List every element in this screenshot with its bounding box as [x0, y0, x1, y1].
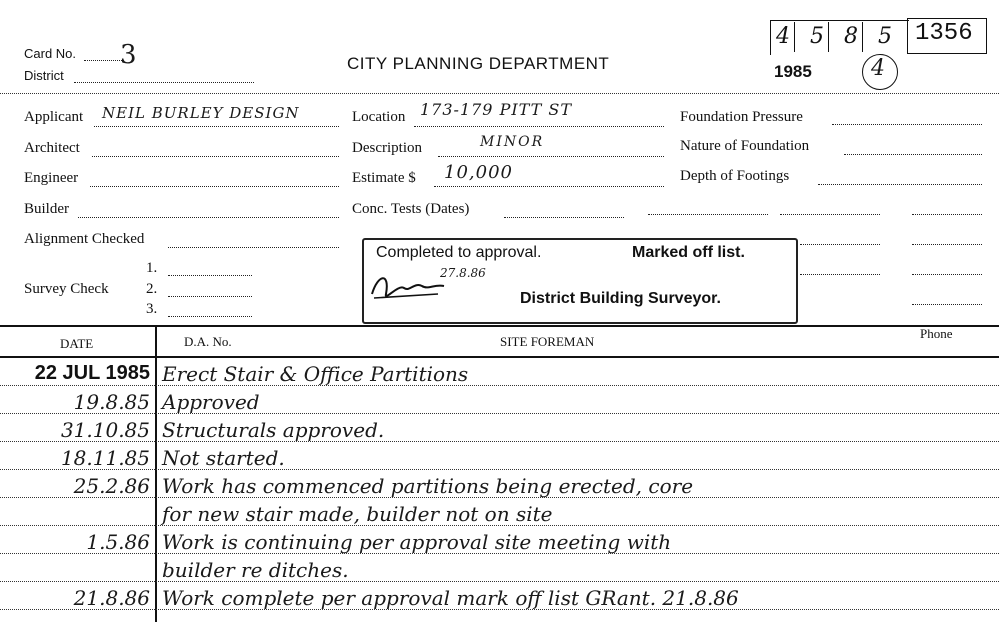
entry-date: 22 JUL 1985 — [34, 362, 150, 384]
stamp-line2: District Building Surveyor. — [520, 290, 721, 307]
entry-text: Structurals approved. — [162, 418, 385, 442]
survey-item: 1. — [146, 260, 158, 276]
surveyor-signature-icon — [368, 264, 448, 306]
estimate-value: 10,000 — [444, 162, 513, 183]
col-site-foreman: SITE FOREMAN — [500, 334, 595, 349]
entry-text: builder re ditches. — [162, 558, 349, 582]
entry-text: Not started. — [162, 446, 285, 470]
entry-text: Work is continuing per approval site meeting with — [162, 530, 672, 554]
entry-text: Work complete per approval mark off list GRant. 21.8.86 — [162, 586, 739, 610]
entry-date: 19.8.85 — [73, 390, 150, 414]
table-header-border — [0, 356, 999, 358]
depth-footings-label: Depth of Footings — [680, 168, 790, 184]
department-title: CITY PLANNING DEPARTMENT — [347, 54, 610, 73]
estimate-label: Estimate $ — [352, 170, 416, 186]
ref-number: 1356 — [915, 20, 973, 47]
ref-digit: 5 — [806, 22, 829, 52]
applicant-value: NEIL BURLEY DESIGN — [102, 104, 300, 122]
stamp-line1b: Marked off list. — [632, 244, 745, 261]
col-date: DATE — [60, 336, 94, 351]
ref-digit: 4 — [772, 22, 795, 52]
ref-digit: 8 — [840, 22, 863, 52]
description-value: MINOR — [480, 134, 545, 150]
applicant-label: Applicant — [24, 109, 84, 125]
builder-label: Builder — [24, 201, 69, 217]
card-no-value: 3 — [120, 40, 137, 70]
entry-date: 25.2.86 — [73, 474, 150, 498]
survey-item: 2. — [146, 281, 158, 297]
entry-text: Approved — [162, 390, 260, 414]
nature-foundation-label: Nature of Foundation — [680, 138, 810, 154]
survey-item: 3. — [146, 301, 158, 317]
col-da-no: D.A. No. — [184, 334, 232, 349]
foundation-pressure-label: Foundation Pressure — [680, 109, 803, 125]
engineer-label: Engineer — [24, 170, 79, 186]
district-label: District — [24, 68, 64, 83]
stamp-date: 27.8.86 — [440, 266, 486, 280]
entry-date: 31.10.85 — [60, 418, 150, 442]
entry-date: 1.5.86 — [86, 530, 150, 554]
conc-tests-label: Conc. Tests (Dates) — [352, 201, 470, 217]
entry-text: for new stair made, builder not on site — [162, 502, 553, 526]
year: 1985 — [774, 62, 812, 81]
table-column-divider — [155, 325, 157, 622]
description-label: Description — [352, 140, 422, 156]
col-phone: Phone — [920, 326, 953, 341]
card-no-label: Card No. — [24, 46, 77, 61]
circled-number: 4 — [871, 56, 885, 81]
location-value: 173-179 PITT ST — [420, 100, 573, 119]
location-label: Location — [352, 109, 406, 125]
entry-text: Work has commenced partitions being erected, core — [162, 474, 694, 498]
table-top-border — [0, 325, 999, 327]
alignment-label: Alignment Checked — [24, 231, 145, 247]
architect-label: Architect — [24, 140, 80, 156]
entry-date: 18.11.85 — [60, 446, 150, 470]
entry-date: 21.8.86 — [73, 586, 150, 610]
stamp-line1: Completed to approval. — [376, 244, 542, 261]
ref-digit: 5 — [878, 24, 892, 49]
survey-label: Survey Check — [24, 281, 109, 297]
entry-text: Erect Stair & Office Partitions — [162, 362, 469, 386]
